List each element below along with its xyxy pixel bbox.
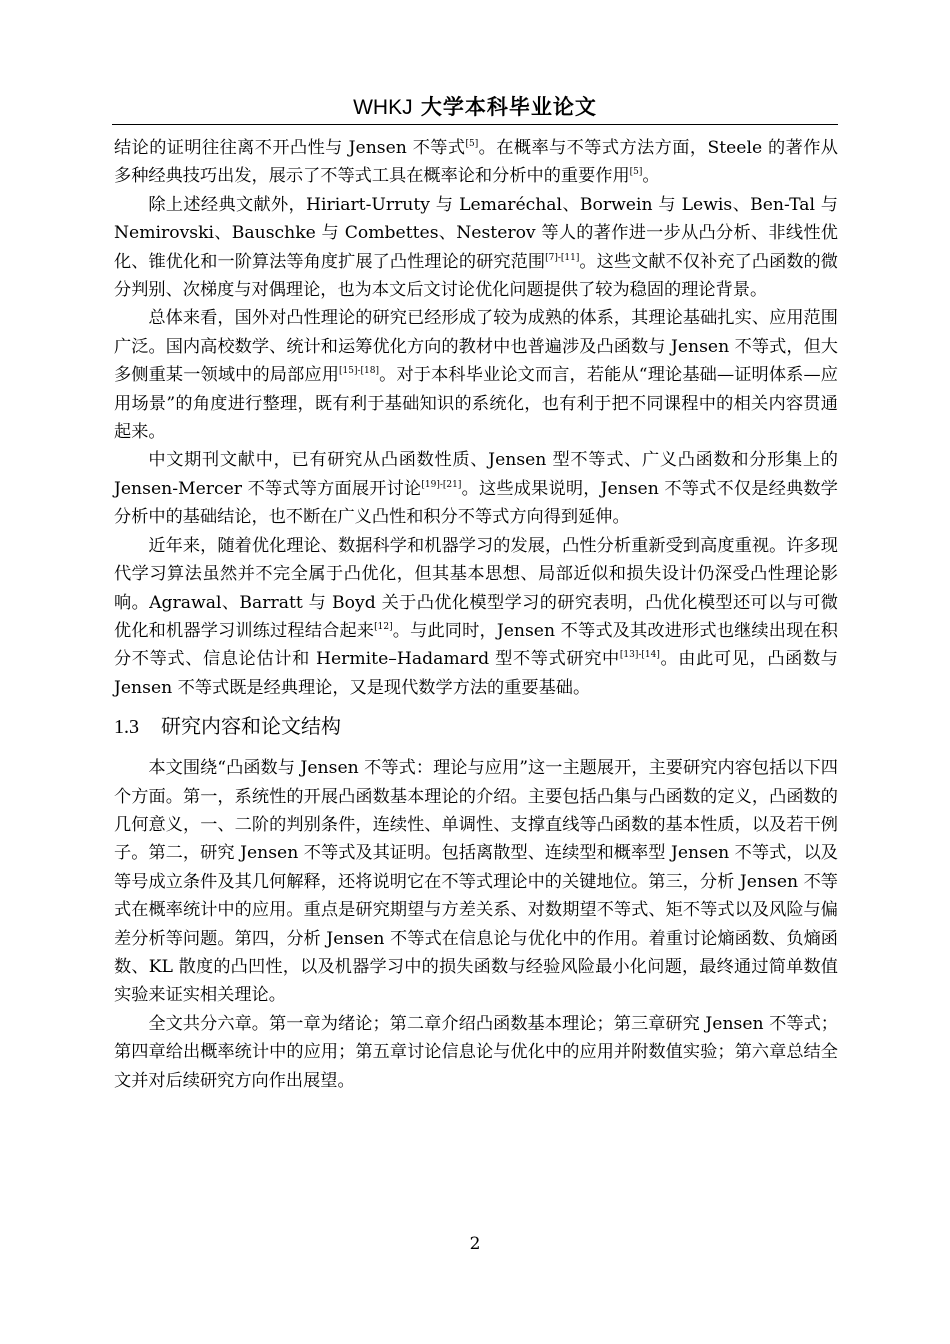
paragraph bbox=[114, 191, 838, 305]
body-text bbox=[114, 134, 838, 1095]
page-number: 2 bbox=[469, 1234, 481, 1254]
paragraph bbox=[114, 304, 838, 446]
citation: [13]-[14] bbox=[619, 650, 660, 661]
citation: [5] bbox=[465, 139, 479, 149]
text-run: 。对于本科毕业论文而言，若能从“理论基础—证明体系—应用场景”的角度进行整理，既有利于基础知识的系统化，也有利于把不同课程中的相关内容贯通起来。 bbox=[114, 365, 838, 443]
citation: [5] bbox=[629, 167, 643, 178]
text-run: 。这些文献不仅补充了凸函数的微分判别、次梯度与对偶理论，也为本文后文讨论优化问题提供了较为稳固的理论背景。 bbox=[114, 251, 838, 301]
text-run: 。 bbox=[642, 166, 660, 187]
paragraph bbox=[114, 446, 838, 531]
citation: [19]-[21] bbox=[421, 479, 462, 490]
citation: [12] bbox=[374, 621, 393, 632]
paragraph bbox=[114, 1010, 838, 1095]
text-run: 近年来，随着优化理论、数据科学和机器学习的发展，凸性分析重新受到高度重视。许多现代学习算法虽然并不完全属于凸优化，但其基本思想、局部近似和损失设计仍深受凸性理论影响。Agrawal、Barratt 与 Boyd 关于凸优化模型学习的研究表明，凸优化模型还可以与可微优化和机器学习训练过程结合起来 bbox=[114, 535, 838, 641]
section-number: 1.3 bbox=[114, 716, 139, 739]
text-run: 本文围绕“凸函数与 Jensen 不等式：理论与应用”这一主题展开，主要研究内容包括以下四个方面。第一，系统性的开展凸函数基本理论的介绍。主要包括凸集与凸函数的定义，凸函数的几何意义，一、二阶的判别条件，连续性、单调性、支撑直线等凸函数的基本性质，以及若干例子。第二，研究 Jensen 不等式及其证明。包括离散型、连续型和概率型 Jensen 不等式，以及等号成立条件及其几何解释，还将说明它在不等式理论中的关键地位。第三，分析 Jensen 不等式在概率统计中的应用。重点是研究期望与方差关系、对数期望不等式、矩不等式以及风险与偏差分析等问题。第四，分析 Jensen 不等式在信息论与优化中的作用。着重讨论熵函数、负熵函数、KL 散度的凸凹性，以及机器学习中的损失函数与经验风险最小化问题，最终通过简单数值实验来证实相关理论。 bbox=[114, 758, 838, 1006]
paragraph bbox=[114, 532, 838, 702]
section-title: 研究内容和论文结构 bbox=[161, 714, 341, 739]
text-run: 结论的证明往往离不开凸性与 Jensen 不等式 bbox=[114, 138, 466, 158]
section-heading bbox=[114, 708, 838, 745]
paragraph bbox=[114, 754, 838, 1010]
citation: [15]-[18] bbox=[339, 366, 380, 377]
header-title: 大学本科毕业论文 bbox=[420, 94, 597, 119]
text-run: 。这些成果说明，Jensen 不等式不仅是经典数学分析中的基础结论，也不断在广义凸性和积分不等式方向得到延伸。 bbox=[114, 478, 838, 528]
paragraph bbox=[114, 134, 838, 191]
text-run: 总体来看，国外对凸性理论的研究已经形成了较为成熟的体系，其理论基础扎实、应用范围广泛。国内高校数学、统计和运筹优化方向的教材中也普遍涉及凸函数与 Jensen 不等式，但大多侧重某一领域中的局部应用 bbox=[114, 308, 838, 386]
text-run: 除上述经典文献外，Hiriart-Urruty 与 Lemaréchal、Borwein 与 Lewis、Ben-Tal 与 Nemirovski、Bauschke 与 Combettes、Nesterov 等人的著作进一步从凸分析、非线性优化、锥优化和一阶算法等角度扩展了凸性理论的研究范围 bbox=[114, 194, 838, 272]
header-abbr: WHKJ bbox=[353, 96, 413, 119]
text-run: 中文期刊文献中，已有研究从凸函数性质、Jensen 型不等式、广义凸函数和分形集上的 Jensen-Mercer 不等式等方面展开讨论 bbox=[114, 450, 838, 499]
text-run: 全文共分六章。第一章为绪论；第二章介绍凸函数基本理论；第三章研究 Jensen 不等式；第四章给出概率统计中的应用；第五章讨论信息论与优化中的应用并附数值实验；第六章总结全文并对后续研究方向作出展望。 bbox=[114, 1013, 838, 1091]
text-run: 。与此同时，Jensen 不等式及其改进形式也继续出现在积分不等式、信息论估计和 Hermite–Hadamard 型不等式研究中 bbox=[114, 620, 838, 670]
header-rule bbox=[112, 124, 838, 125]
text-run: 。由此可见，凸函数与 Jensen 不等式既是经典理论，又是现代数学方法的重要基础。 bbox=[114, 649, 838, 698]
text-run: 。在概率与不等式方法方面，Steele 的著作从多种经典技巧出发，展示了不等式工具在概率论和分析中的重要作用 bbox=[114, 138, 838, 187]
citation: [7]-[11] bbox=[545, 252, 580, 263]
running-header bbox=[112, 92, 838, 123]
